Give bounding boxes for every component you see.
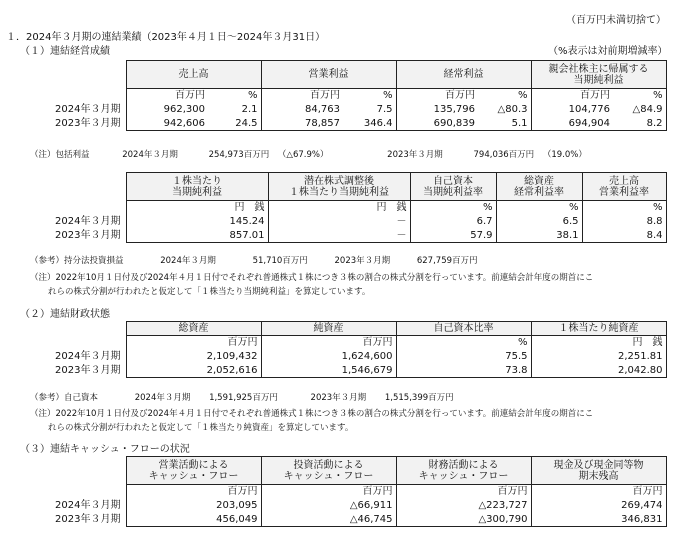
note-value: 794,036百万円 bbox=[473, 150, 535, 160]
value-cell: 2,052,616 bbox=[126, 364, 261, 378]
ref-value: 1,515,399百万円 bbox=[384, 393, 454, 403]
ref-value: 51,710百万円 bbox=[252, 256, 308, 266]
header-equity-ratio: 自己資本比率 bbox=[396, 322, 531, 336]
header-net-income bbox=[531, 61, 666, 89]
header-line: 営業利益率 bbox=[599, 186, 649, 198]
value-cell: 73.8 bbox=[396, 364, 531, 378]
value-cell: 962,300 bbox=[126, 103, 208, 117]
unit-cell: 百万円 bbox=[261, 485, 396, 499]
header-line: 現金及び現金同等物 bbox=[553, 459, 644, 471]
equity-method-ref bbox=[30, 254, 478, 266]
value-cell: 346,831 bbox=[531, 513, 666, 527]
ref-value: 627,759百万円 bbox=[416, 256, 478, 266]
row-label: 2024年３月期 bbox=[55, 351, 121, 362]
unit-cell: % bbox=[396, 336, 531, 350]
split-note-line2: れらの株式分割が行われたと仮定して「１株当たり当期純利益」を算定しています。 bbox=[48, 287, 371, 297]
value-cell: △46,745 bbox=[261, 513, 396, 527]
header-financing-cf bbox=[396, 457, 531, 485]
unit-cell: % bbox=[343, 89, 396, 103]
header-roe bbox=[410, 173, 496, 201]
unit-cell: 円 銭 bbox=[268, 201, 410, 215]
value-cell: △66,911 bbox=[261, 499, 396, 513]
header-op-margin bbox=[582, 173, 666, 201]
operating-results-table bbox=[30, 60, 667, 131]
header-operating-profit: 営業利益 bbox=[261, 61, 396, 89]
header-roa bbox=[496, 173, 582, 201]
note-period: 2024年３月期 bbox=[122, 150, 178, 160]
ref-period: 2024年３月期 bbox=[160, 256, 216, 266]
header-line: 期末残高 bbox=[578, 470, 619, 482]
value-cell: 203,095 bbox=[126, 499, 261, 513]
value-cell: 942,606 bbox=[126, 117, 208, 131]
row-label: 2023年３月期 bbox=[55, 365, 121, 376]
table-row bbox=[30, 229, 666, 243]
value-cell: 857.01 bbox=[126, 229, 268, 243]
value-cell: △84.9 bbox=[613, 103, 666, 117]
value-cell: 2,042.80 bbox=[531, 364, 666, 378]
header-line: 財務活動による bbox=[428, 459, 499, 471]
value-cell: △223,727 bbox=[396, 499, 531, 513]
note-change: （19.0%） bbox=[542, 150, 587, 160]
unit-cell: 円 銭 bbox=[126, 201, 268, 215]
note-value: 254,973百万円 bbox=[208, 150, 270, 160]
unit-cell: % bbox=[496, 201, 582, 215]
unit-note: （百万円未満切捨て） bbox=[566, 15, 666, 26]
section3-title: （３）連結キャッシュ・フローの状況 bbox=[20, 444, 190, 455]
unit-cell: 百万円 bbox=[261, 336, 396, 350]
header-net-income-line1: 親会社株主に帰属する bbox=[548, 63, 649, 75]
unit-cell: 百万円 bbox=[396, 485, 531, 499]
page-heading: １．2024年３月期の連結業績（2023年４月１日～2024年３月31日） bbox=[6, 32, 326, 43]
value-cell: 75.5 bbox=[396, 350, 531, 364]
value-cell: 104,776 bbox=[531, 103, 613, 117]
header-line: 当期純利益率 bbox=[423, 186, 483, 198]
header-line: 売上高 bbox=[609, 175, 639, 187]
header-line: １株当たり bbox=[172, 175, 222, 187]
unit-cell: 百万円 bbox=[531, 485, 666, 499]
header-total-assets: 総資産 bbox=[126, 322, 261, 336]
value-cell: 2,251.81 bbox=[531, 350, 666, 364]
unit-cell: % bbox=[478, 89, 531, 103]
value-cell: 269,474 bbox=[531, 499, 666, 513]
table-row bbox=[30, 103, 666, 117]
unit-cell: 百万円 bbox=[261, 89, 343, 103]
value-cell: 8.2 bbox=[613, 117, 666, 131]
header-line: 経常利益率 bbox=[514, 186, 564, 198]
row-label: 2024年３月期 bbox=[55, 216, 121, 227]
row-label: 2023年３月期 bbox=[55, 514, 121, 525]
value-cell: 6.5 bbox=[496, 215, 582, 229]
header-cash-balance bbox=[531, 457, 666, 485]
note-label: （注）包括利益 bbox=[30, 150, 90, 160]
header-line: 当期純利益 bbox=[172, 186, 222, 198]
unit-cell: % bbox=[582, 201, 666, 215]
split-note-line2: れらの株式分割が行われたと仮定して「１株当たり純資産」を算定しています。 bbox=[48, 423, 354, 433]
value-cell: 24.5 bbox=[208, 117, 261, 131]
unit-cell: 百万円 bbox=[126, 89, 208, 103]
value-cell: 694,904 bbox=[531, 117, 613, 131]
split-note-line1: （注）2022年10月１日付及び2024年４月１日付でそれぞれ普通株式１株につき３株の割合の株式分割を行っています。前連結会計年度の期首にこ bbox=[30, 273, 594, 283]
header-investing-cf bbox=[261, 457, 396, 485]
header-line: 投資活動による bbox=[293, 459, 364, 471]
value-cell: 2,109,432 bbox=[126, 350, 261, 364]
value-cell: 346.4 bbox=[343, 117, 396, 131]
equity-ref bbox=[30, 391, 454, 403]
row-label: 2023年３月期 bbox=[55, 118, 121, 129]
header-line: 潜在株式調整後 bbox=[304, 175, 374, 187]
value-cell: 7.5 bbox=[343, 103, 396, 117]
unit-cell: 百万円 bbox=[126, 485, 261, 499]
unit-cell: 百万円 bbox=[396, 89, 478, 103]
table-row bbox=[30, 513, 666, 527]
value-cell: 57.9 bbox=[410, 229, 496, 243]
split-note-line1: （注）2022年10月１日付及び2024年４月１日付でそれぞれ普通株式１株につき３株の割合の株式分割を行っています。前連結会計年度の期首にこ bbox=[30, 409, 594, 419]
header-line: キャッシュ・フロー bbox=[418, 470, 509, 482]
header-ordinary-profit: 経常利益 bbox=[396, 61, 531, 89]
unit-cell: 円 銭 bbox=[531, 336, 666, 350]
table-row bbox=[30, 215, 666, 229]
row-label: 2024年３月期 bbox=[55, 104, 121, 115]
cash-flow-table bbox=[30, 456, 667, 527]
value-cell: 2.1 bbox=[208, 103, 261, 117]
row-label: 2023年３月期 bbox=[55, 230, 121, 241]
unit-cell: 百万円 bbox=[531, 89, 613, 103]
table-row bbox=[30, 364, 666, 378]
value-cell: △300,790 bbox=[396, 513, 531, 527]
section1-title: （１）連結経営成績 bbox=[20, 46, 110, 57]
header-bps: １株当たり純資産 bbox=[531, 322, 666, 336]
financial-position-table bbox=[30, 321, 667, 378]
ref-period: 2023年３月期 bbox=[310, 393, 367, 403]
header-line: 自己資本 bbox=[433, 175, 473, 187]
value-cell: 38.1 bbox=[496, 229, 582, 243]
pct-note: （%表示は対前期増減率） bbox=[548, 46, 668, 57]
value-cell: 8.8 bbox=[582, 215, 666, 229]
value-cell: 145.24 bbox=[126, 215, 268, 229]
ref-label: （参考）自己資本 bbox=[30, 393, 99, 403]
note-period: 2023年３月期 bbox=[387, 150, 443, 160]
section2-title: （２）連結財政状態 bbox=[20, 309, 110, 320]
value-cell: － bbox=[268, 229, 410, 243]
header-diluted-eps bbox=[268, 173, 410, 201]
value-cell: 690,839 bbox=[396, 117, 478, 131]
value-cell: 6.7 bbox=[410, 215, 496, 229]
header-net-income-line2: 当期純利益 bbox=[573, 74, 624, 86]
value-cell: 84,763 bbox=[261, 103, 343, 117]
value-cell: － bbox=[268, 215, 410, 229]
ref-period: 2024年３月期 bbox=[134, 393, 191, 403]
header-line: 総資産 bbox=[524, 175, 554, 187]
table-row bbox=[30, 117, 666, 131]
unit-cell: 百万円 bbox=[126, 336, 261, 350]
header-eps bbox=[126, 173, 268, 201]
value-cell: 1,624,600 bbox=[261, 350, 396, 364]
header-line: キャッシュ・フロー bbox=[283, 470, 374, 482]
value-cell: 456,049 bbox=[126, 513, 261, 527]
ref-label: （参考）持分法投資損益 bbox=[30, 256, 124, 266]
value-cell: 5.1 bbox=[478, 117, 531, 131]
header-sales: 売上高 bbox=[126, 61, 261, 89]
header-line: キャッシュ・フロー bbox=[148, 470, 239, 482]
value-cell: 78,857 bbox=[261, 117, 343, 131]
note-change: （△67.9%） bbox=[277, 150, 329, 160]
value-cell: 135,796 bbox=[396, 103, 478, 117]
comprehensive-income-note bbox=[30, 148, 587, 160]
value-cell: 8.4 bbox=[582, 229, 666, 243]
table-row bbox=[30, 499, 666, 513]
table-row bbox=[30, 350, 666, 364]
row-label: 2024年３月期 bbox=[55, 500, 121, 511]
header-line: 営業活動による bbox=[158, 459, 229, 471]
header-line: １株当たり当期純利益 bbox=[289, 186, 389, 198]
ref-value: 1,591,925百万円 bbox=[209, 393, 278, 403]
unit-cell: % bbox=[208, 89, 261, 103]
ref-period: 2023年３月期 bbox=[334, 256, 391, 266]
unit-cell: % bbox=[613, 89, 666, 103]
unit-cell: % bbox=[410, 201, 496, 215]
value-cell: △80.3 bbox=[478, 103, 531, 117]
per-share-table bbox=[30, 172, 667, 243]
header-operating-cf bbox=[126, 457, 261, 485]
header-net-assets: 純資産 bbox=[261, 322, 396, 336]
value-cell: 1,546,679 bbox=[261, 364, 396, 378]
